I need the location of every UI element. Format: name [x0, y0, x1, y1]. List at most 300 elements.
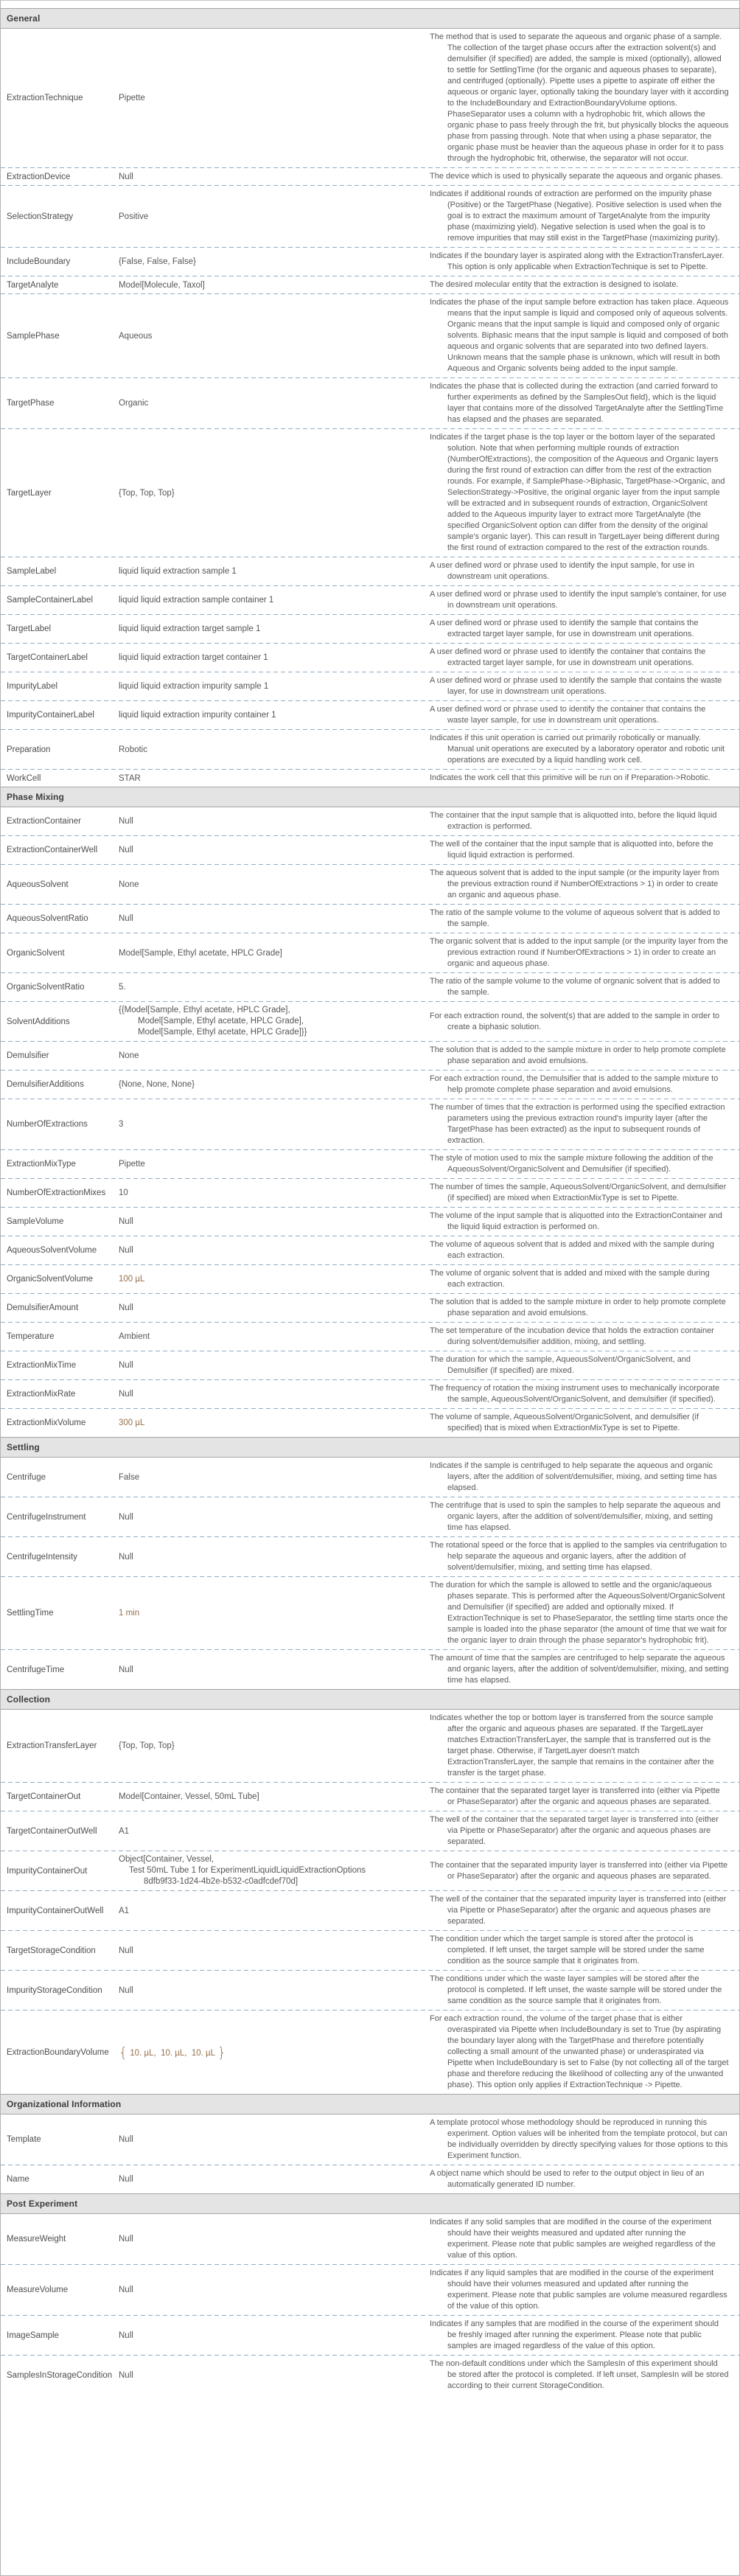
- section-header-phase-mixing: Phase Mixing: [1, 787, 739, 807]
- option-description-text: The ratio of the sample volume to the volume of orgnanic solvent that is added to the sample.: [430, 977, 720, 997]
- option-value-line: Test 50mL Tube 1 for ExperimentLiquidLiquidExtractionOptions: [129, 1866, 366, 1875]
- quantity-value: 100 µL: [119, 1275, 145, 1284]
- option-value: Null: [119, 2330, 133, 2340]
- option-description-text: A user defined word or phrase used to identify the container that contains the extracted target layer sample, for use in downstream unit operations.: [430, 647, 706, 667]
- option-name: SolventAdditions: [7, 1017, 70, 1026]
- option-description-text: The volume of sample, AqueousSolvent/OrganicSolvent, and demulsifier (if specified) that is mixed when ExtractionMixType is set to Pipette.: [430, 1413, 699, 1433]
- section-header-general: General: [1, 8, 739, 29]
- option-value: Null: [119, 1512, 133, 1522]
- option-name: OrganicSolventVolume: [7, 1275, 93, 1284]
- option-row: [1, 1150, 739, 1178]
- option-description: [411, 936, 739, 970]
- option-description-text: Indicates the phase that is collected during the extraction (and carried forward to further experiments as defined by the SamplesOut field), which is the liquid layer that contains more of the dissolved TargetAnalyte after the SettlingTime has elapsed and the phases are separated.: [430, 382, 724, 424]
- option-default-value: [119, 2331, 411, 2340]
- option-row: [1, 1042, 739, 1070]
- option-description: [411, 1153, 739, 1175]
- option-name: Temperature: [7, 1332, 55, 1341]
- option-description: [411, 1540, 739, 1573]
- option-row: [1, 1099, 739, 1149]
- option-default-value: [119, 1332, 411, 1341]
- option-description-text: Indicates if any liquid samples that are modified in the course of the experiment should have their volumes measured and updated after running the experiment. Please note that public samples are volume measured regardless of the value of this option.: [430, 2269, 727, 2311]
- option-value: Null: [119, 817, 133, 826]
- option-description: [411, 1814, 739, 1848]
- option-description-text: The well of the container that the input sample that is aliquotted into, before the liquid liquid extraction is performed.: [430, 840, 713, 860]
- option-default-value: [119, 2044, 411, 2061]
- option-default-value: [119, 983, 411, 992]
- option-default-value: [119, 1665, 411, 1674]
- option-row: [1, 2011, 739, 2094]
- option-row: [1, 1265, 739, 1293]
- option-description: [411, 976, 739, 998]
- option-value: liquid liquid extraction sample container 1: [119, 596, 274, 605]
- option-row: [1, 1294, 739, 1322]
- option-description-text: The organic solvent that is added to the input sample (or the impurity layer from the previous extraction round if NumberOfExtractions > 1) in order to create an organic and aqueous phase.: [430, 937, 728, 968]
- section-header-post-experiment: Post Experiment: [1, 2193, 739, 2214]
- option-default-value: [119, 2371, 411, 2380]
- option-row: [1, 168, 739, 185]
- section-header-settling: Settling: [1, 1437, 739, 1458]
- option-value: Null: [119, 2135, 133, 2144]
- option-description-text: A template protocol whose methodology should be reproduced in running this experiment. Option values will be inherited from the template protocol, but can be individually overridden by directly specifying values for those options to this Experiment function.: [430, 2118, 728, 2160]
- option-value: Null: [119, 1985, 133, 1995]
- option-description-text: The solution that is added to the sample mixture in order to help promote complete phase separation and avoid emulsions.: [430, 1298, 726, 1317]
- option-description-text: The style of motion used to mix the sample mixture following the addition of the AqueousSolvent/OrganicSolvent and Demulsifier (if specified).: [430, 1154, 713, 1174]
- option-row: [1, 1650, 739, 1689]
- option-description: [411, 675, 739, 697]
- option-name: SamplePhase: [7, 331, 60, 341]
- section-header-collection: Collection: [1, 1689, 739, 1710]
- option-value: Null: [119, 1246, 133, 1255]
- option-default-value: [119, 711, 411, 720]
- option-value: liquid liquid extraction target container 1: [119, 653, 268, 662]
- option-name: SampleContainerLabel: [7, 596, 93, 605]
- option-name: TargetLayer: [7, 488, 52, 498]
- option-row: [1, 2356, 739, 2395]
- option-description: [411, 1713, 739, 1779]
- option-value: 5.: [119, 983, 126, 992]
- option-value: Null: [119, 1665, 133, 1674]
- option-name: ImageSample: [7, 2330, 59, 2340]
- option-value: Model[Sample, Ethyl acetate, HPLC Grade]: [119, 948, 282, 958]
- option-name: ExtractionTechnique: [7, 94, 83, 102]
- option-default-value: [119, 173, 411, 181]
- option-row: [1, 2316, 739, 2355]
- option-value: Null: [119, 2175, 133, 2184]
- option-default-value: [119, 1907, 411, 1915]
- option-description: [411, 1461, 739, 1494]
- option-default-value: [119, 1361, 411, 1370]
- option-name: DemulsifierAdditions: [7, 1080, 84, 1089]
- option-name: SamplesInStorageCondition: [7, 2370, 113, 2380]
- option-default-value: [119, 1792, 411, 1801]
- option-row: [1, 836, 739, 864]
- option-description: [411, 773, 739, 784]
- option-description: [411, 1268, 739, 1290]
- option-row: [1, 905, 739, 933]
- option-description-text: A user defined word or phrase used to identify the input sample, for use in downstream unit operations.: [430, 561, 694, 581]
- option-value: {None, None, None}: [119, 1080, 195, 1089]
- option-name: TargetStorageCondition: [7, 1946, 96, 1955]
- option-row: [1, 973, 739, 1001]
- option-row: [1, 672, 739, 700]
- option-row: [1, 1179, 739, 1207]
- option-value: Null: [119, 172, 133, 181]
- option-description: [411, 2117, 739, 2162]
- option-value-line: Model[Sample, Ethyl acetate, HPLC Grade]}}: [138, 1028, 307, 1037]
- option-description: [411, 908, 739, 930]
- quantity-value: 1 min: [119, 1609, 140, 1618]
- option-description-text: The centrifuge that is used to spin the samples to help separate the aqueous and organic layers, after the addition of solvent/demulsifier, mixing, and setting time has elapsed.: [430, 1501, 721, 1532]
- quantity-list: 10. µL, 10. µL, 10. µL: [128, 2048, 217, 2058]
- option-description: [411, 1974, 739, 2007]
- option-description-text: The volume of organic solvent that is added and mixed with the sample during each extraction.: [430, 1269, 710, 1289]
- option-description-text: Indicates if additional rounds of extraction are performed on the impurity phase (Positive) or the TargetPhase (Negative). Positive selection is used when the goal is to extract the maximum amount of TargetAnalyte from the impurity phase (maximizing yield). Negative selection is used when the goal is to remove impurities that may still exist in the TargetPhase (maximizing purity).: [430, 189, 722, 243]
- open-brace: {: [119, 2044, 128, 2061]
- option-value: Positive: [119, 212, 149, 221]
- option-row: [1, 1851, 739, 1890]
- option-value: Organic: [119, 399, 149, 408]
- option-name: SampleLabel: [7, 567, 57, 576]
- option-description-text: A user defined word or phrase used to identify the sample that contains the waste layer, for use in downstream unit operations.: [430, 676, 722, 696]
- option-value: liquid liquid extraction impurity container 1: [119, 711, 276, 720]
- option-default-value: [119, 817, 411, 826]
- option-row: [1, 294, 739, 377]
- option-description: [411, 2319, 739, 2352]
- option-name: ExtractionMixType: [7, 1160, 76, 1169]
- option-row: [1, 29, 739, 167]
- option-default-value: [119, 1120, 411, 1129]
- option-description-text: The container that the separated target layer is transferred into (either via Pipette or PhaseSeparator) after the organic and aqueous phases are separated.: [430, 1786, 720, 1806]
- option-description: [411, 2217, 739, 2261]
- option-description: [411, 251, 739, 273]
- option-description: [411, 2359, 739, 2392]
- option-row: [1, 644, 739, 672]
- option-default-value: [119, 1275, 411, 1284]
- option-value-line: 8dfb9f33-1d24-4b2e-b532-c0adfcdef70d]: [144, 1877, 299, 1886]
- option-name: TargetContainerOut: [7, 1792, 81, 1801]
- option-description: [411, 1073, 739, 1096]
- option-row: [1, 865, 739, 904]
- option-description-text: The number of times the sample, AqueousSolvent/OrganicSolvent, and demulsifier (if specified) are mixed when ExtractionMixType is set to Pipette.: [430, 1183, 727, 1202]
- option-default-value: [119, 1051, 411, 1060]
- option-description: [411, 1860, 739, 1882]
- option-name: ImpurityLabel: [7, 682, 58, 691]
- option-row: [1, 1351, 739, 1379]
- close-brace: }: [217, 2044, 226, 2061]
- option-description-text: The rotational speed or the force that is applied to the samples via centrifugation to help separate the aqueous and organic layers, after the addition of solvent/demulsifier, mixing, and setting time has elapsed.: [430, 1541, 727, 1572]
- option-default-value: [119, 1390, 411, 1399]
- option-description: [411, 839, 739, 861]
- option-name: NumberOfExtractionMixes: [7, 1188, 106, 1197]
- option-default-value: [119, 94, 411, 102]
- option-row: [1, 933, 739, 972]
- option-default-value: [119, 1473, 411, 1482]
- option-description-text: Indicates if the target phase is the top layer or the bottom layer of the separated solution. Note that when performing multiple rounds of extraction (NumberOfExtractions), the composition of the Aqueous and Organic layers during the first round of extraction can differ from the rest of the extraction rounds. For example, if SamplePhase->Biphasic, TargetPhase->Organic, and SelectionStrategy->Positive, the original organic layer from the input sample will be extracted and in subsequent rounds of extraction, OrganicSolvent added to the Aqueous impurity layer to extract more TargetAnalyte (the specified OrganicSolvent option can differ from the density of the original sample's organic layer). This can result in TargetLayer being different during the first round of extraction compared to the rest of the extraction rounds.: [430, 433, 725, 552]
- option-default-value: [119, 1827, 411, 1836]
- option-description-text: Indicates if the boundary layer is aspirated along with the ExtractionTransferLayer. This option is only applicable when ExtractionTechnique is set to Pipette.: [430, 251, 725, 271]
- option-row: [1, 586, 739, 614]
- option-row: [1, 378, 739, 428]
- option-default-value: [119, 1946, 411, 1955]
- option-name: Demulsifier: [7, 1051, 49, 1060]
- option-description-text: The volume of aqueous solvent that is added and mixed with the sample during each extraction.: [430, 1240, 714, 1260]
- option-row: [1, 1497, 739, 1536]
- option-default-value: [119, 880, 411, 889]
- option-name: MeasureVolume: [7, 2286, 69, 2294]
- option-row: [1, 1002, 739, 1041]
- option-default-value: [119, 1217, 411, 1226]
- option-value: Pipette: [119, 1160, 145, 1169]
- option-default-value: [119, 212, 411, 221]
- option-description-text: Indicates the phase of the input sample before extraction has taken place. Aqueous means that the input sample is liquid and composed only of aqueous solvents. Organic means that the input sample is liquid and composed only of organic solvents. Biphasic means that the input sample is liquid and composed of both aqueous and organic solvents that are separated into two defined layers. Unknown means that the sample phase is unknown, which will result in both Aqueous and Organic solvents being added to the input sample.: [430, 298, 729, 373]
- option-value: Null: [119, 2286, 133, 2294]
- option-description: [411, 1383, 739, 1405]
- option-description-text: Indicates the work cell that this primitive will be run on if Preparation->Robotic.: [430, 773, 711, 782]
- option-name: NumberOfExtractions: [7, 1120, 88, 1129]
- option-name: OrganicSolventRatio: [7, 983, 85, 992]
- option-value: liquid liquid extraction impurity sample 1: [119, 682, 269, 691]
- option-default-value: [119, 653, 411, 662]
- option-default-value: [119, 2235, 411, 2243]
- option-description: [411, 1653, 739, 1686]
- option-default-value: [119, 1986, 411, 1995]
- option-row: [1, 2114, 739, 2165]
- option-description-text: Indicates if any samples that are modified in the course of the experiment should be freshly imaged after running the experiment. Please note that public samples are imaged regardless of the value of this option.: [430, 2319, 719, 2350]
- option-value-line: {{Model[Sample, Ethyl acetate, HPLC Grade],: [119, 1006, 290, 1014]
- option-row: [1, 429, 739, 557]
- option-description: [411, 1011, 739, 1033]
- option-name: SampleVolume: [7, 1217, 64, 1226]
- option-description-text: For each extraction round, the solvent(s) that are added to the sample in order to create a biphasic solution.: [430, 1011, 720, 1031]
- option-description-text: The amount of time that the samples are centrifuged to help separate the aqueous and organic layers, after the addition of solvent/demulsifier, mixing, and setting time has elapsed.: [430, 1654, 729, 1685]
- option-description-text: The well of the container that the separated impurity layer is transferred into (either via Pipette or PhaseSeparator) after the organic and aqueous phases are separated.: [430, 1895, 727, 1926]
- option-row: [1, 770, 739, 787]
- option-default-value: [119, 745, 411, 754]
- option-value: 10: [119, 1188, 128, 1197]
- option-row: [1, 701, 739, 729]
- option-name: ImpurityContainerLabel: [7, 711, 94, 720]
- option-description: [411, 1239, 739, 1261]
- option-description-text: The non-default conditions under which the SamplesIn of this experiment should be stored after the protocol is completed. If left unset, SamplesIn will be stored according to their current StorageCondition.: [430, 2359, 729, 2390]
- option-name: Name: [7, 2175, 29, 2184]
- option-row: [1, 1971, 739, 2010]
- option-name: ImpurityStorageCondition: [7, 1985, 102, 1995]
- option-value: Ambient: [119, 1332, 150, 1341]
- option-description-text: Indicates if the sample is centrifuged to help separate the aqueous and organic layers, after the addition of solvent/demulsifier, mixing, and setting time has elapsed.: [430, 1461, 717, 1492]
- option-description: [411, 868, 739, 901]
- option-default-value: [119, 332, 411, 341]
- option-row: [1, 2265, 739, 2315]
- option-value: liquid liquid extraction sample 1: [119, 567, 237, 576]
- option-name: IncludeBoundary: [7, 257, 71, 266]
- option-row: [1, 807, 739, 835]
- option-row: [1, 1458, 739, 1497]
- option-description: [411, 1934, 739, 1967]
- option-value: STAR: [119, 773, 141, 783]
- option-value: A1: [119, 1826, 130, 1836]
- option-value: None: [119, 1051, 139, 1060]
- options-table-body: [1, 8, 739, 2395]
- option-value: A1: [119, 1906, 130, 1915]
- option-name: Preparation: [7, 745, 51, 754]
- option-default-value: [119, 489, 411, 498]
- option-description-text: A user defined word or phrase used to identify the input sample's container, for use in downstream unit operations.: [430, 590, 727, 610]
- option-description: [411, 1045, 739, 1067]
- option-row: [1, 1208, 739, 1236]
- option-description-text: For each extraction round, the volume of the target phase that is either overaspirated via Pipette when IncludeBoundary is set to True (by aspirating the boundary layer along with the TargetPhase and therefore potentially collecting a small amount of the unwanted phase) or underaspirated via Pipette when IncludeBoundary is set to False (by not collecting all of the target phase and therefore reducing the likelihood of collecting any of the unwanted phase). This option only applies if ExtractionTechnique -> Pipette.: [430, 2014, 729, 2089]
- option-name: WorkCell: [7, 773, 41, 783]
- option-name: CentrifugeInstrument: [7, 1512, 86, 1522]
- option-name: MeasureWeight: [7, 2235, 66, 2243]
- option-default-value: [119, 1080, 411, 1089]
- option-row: [1, 2214, 739, 2264]
- option-description: [411, 2168, 739, 2190]
- option-row: [1, 1891, 739, 1930]
- option-description: [411, 733, 739, 766]
- option-value: liquid liquid extraction target sample 1: [119, 624, 261, 633]
- option-row: [1, 615, 739, 643]
- option-description: [411, 1297, 739, 1319]
- option-description-text: The condition under which the target sample is stored after the protocol is completed. If left unset, the target sample will be stored under the same condition as the source sample that it originates from.: [430, 1935, 705, 1966]
- option-default-value: [119, 257, 411, 266]
- option-value: Null: [119, 1946, 133, 1955]
- option-value: 3: [119, 1120, 124, 1129]
- option-description: [411, 171, 739, 182]
- option-name: TargetContainerLabel: [7, 653, 88, 662]
- option-description-text: The method that is used to separate the aqueous and organic phase of a sample. The collection of the target phase occurs after the extraction solvent(s) and demulsifier (if specified) are added, the sample is mixed (optionally), allowed to settle for SettlingTime (for the organic and aqueous phases to separate), and centrifuged (optionally). Pipette uses a pipette to aspirate off either the aqueous or organic layer, optionally taking the boundary layer with it according to the IncludeBoundary and ExtractionBoundaryVolume options. PhaseSeparator uses a column with a hydrophobic frit, which allows the organic phase to pass freely through the frit, but physically blocks the aqueous phase from passing through. Note that when using a phase separator, the organic phase must be heavier than the aqueous phase in order for it to pass through the hydrophobic frit, otherwise, the separator will not occur.: [430, 32, 729, 163]
- option-description: [411, 2268, 739, 2312]
- option-value-line: Object[Container, Vessel,: [119, 1855, 214, 1864]
- option-description: [411, 589, 739, 611]
- option-default-value: [119, 2175, 411, 2184]
- option-description: [411, 1580, 739, 1646]
- option-description-text: The frequency of rotation the mixing instrument uses to mechanically incorporate the sample, AqueousSolvent/OrganicSolvent, and demulsifier (if specified).: [430, 1384, 720, 1404]
- option-description: [411, 1211, 739, 1233]
- option-description: [411, 381, 739, 425]
- option-row: [1, 1577, 739, 1649]
- option-row: [1, 1783, 739, 1811]
- option-default-value: [119, 2135, 411, 2144]
- option-default-value: [119, 1418, 411, 1427]
- option-row: [1, 1323, 739, 1351]
- option-description-text: The conditions under which the waste layer samples will be stored after the protocol is completed. If left unset, the waste sample will be stored under the same condition as the source sample that it originates from.: [430, 1974, 722, 2005]
- option-default-value: [119, 1246, 411, 1255]
- option-name: DemulsifierAmount: [7, 1303, 79, 1312]
- option-row: [1, 2165, 739, 2193]
- option-row: [1, 730, 739, 769]
- option-name: AqueousSolventRatio: [7, 914, 88, 923]
- option-value: None: [119, 880, 139, 889]
- option-name: ExtractionMixTime: [7, 1361, 77, 1370]
- option-name: AqueousSolvent: [7, 880, 69, 889]
- option-value: Null: [119, 1390, 133, 1399]
- option-description-text: A user defined word or phrase used to identify the container that contains the waste layer sample, for use in downstream unit operations.: [430, 705, 706, 725]
- option-default-value: [119, 1005, 411, 1038]
- option-value: Null: [119, 914, 133, 923]
- option-row: [1, 1931, 739, 1970]
- option-name: SelectionStrategy: [7, 212, 74, 221]
- option-description: [411, 32, 739, 164]
- option-description-text: The desired molecular entity that the extraction is designed to isolate.: [430, 280, 679, 289]
- option-description: [411, 1500, 739, 1534]
- option-description: [411, 1894, 739, 1927]
- option-description-text: The well of the container that the separated target layer is transferred into (either via Pipette or PhaseSeparator) after the organic and aqueous phases are separated.: [430, 1815, 719, 1846]
- option-description-text: The container that the input sample that is aliquotted into, before the liquid liquid extraction is performed.: [430, 811, 717, 831]
- option-name: OrganicSolvent: [7, 948, 65, 958]
- option-name: Template: [7, 2135, 41, 2144]
- option-description-text: A object name which should be used to refer to the output object in lieu of an automatically generated ID number.: [430, 2169, 705, 2189]
- option-description-text: A user defined word or phrase used to identify the sample that contains the extracted target layer sample, for use in downstream unit operations.: [430, 619, 699, 638]
- section-header-organizational-information: Organizational Information: [1, 2094, 739, 2114]
- option-default-value: [119, 596, 411, 605]
- option-description: [411, 432, 739, 554]
- option-default-value: [119, 281, 411, 290]
- option-description: [411, 297, 739, 375]
- option-default-value: [119, 1854, 411, 1887]
- option-value: {False, False, False}: [119, 257, 196, 266]
- option-row: [1, 1537, 739, 1576]
- option-default-value: [119, 846, 411, 854]
- option-name: SettlingTime: [7, 1609, 54, 1618]
- option-row: [1, 248, 739, 276]
- option-value: {Top, Top, Top}: [119, 1741, 175, 1750]
- option-default-value: [119, 399, 411, 408]
- option-name: CentrifugeIntensity: [7, 1552, 77, 1562]
- option-default-value: [119, 1303, 411, 1312]
- option-value: Robotic: [119, 745, 147, 754]
- option-description-text: The volume of the input sample that is aliquotted into the ExtractionContainer and the liquid liquid extraction is performed on.: [430, 1211, 722, 1231]
- option-name: ExtractionBoundaryVolume: [7, 2047, 109, 2057]
- option-value: Pipette: [119, 94, 145, 102]
- option-name: ExtractionTransferLayer: [7, 1741, 97, 1750]
- option-row: [1, 1380, 739, 1408]
- option-row: [1, 1236, 739, 1264]
- option-name: AqueousSolventVolume: [7, 1246, 97, 1255]
- option-description-text: The device which is used to physically separate the aqueous and organic phases.: [430, 172, 723, 181]
- option-name: Centrifuge: [7, 1472, 46, 1482]
- option-value: Null: [119, 1303, 133, 1312]
- option-description: [411, 189, 739, 244]
- option-value: Null: [119, 1217, 133, 1226]
- option-default-value: [119, 914, 411, 923]
- option-value: Null: [119, 1361, 133, 1370]
- option-default-value: [119, 1553, 411, 1562]
- option-default-value: [119, 1609, 411, 1618]
- option-value: Aqueous: [119, 331, 153, 341]
- option-description-text: The duration for which the sample is allowed to settle and the organic/aqueous phases separate. This is performed after the AqueousSolvent/OrganicSolvent and Demulsifier (if specified) are added and optionally mixed. If ExtractionTechnique is set to PhaseSeparator, the settling time starts once the sample is loaded into the phase separator (the amount of time that we wait for the organic layer to drain through the phase separator's hydrophobic frit).: [430, 1581, 728, 1645]
- option-value: Null: [119, 1552, 133, 1562]
- option-value: Model[Molecule, Taxol]: [119, 280, 205, 290]
- option-default-value: [119, 2286, 411, 2294]
- option-value: Null: [119, 846, 133, 854]
- option-description-text: The duration for which the sample, AqueousSolvent/OrganicSolvent, and Demulsifier (if specified) are mixed.: [430, 1355, 691, 1375]
- option-row: [1, 1071, 739, 1099]
- option-default-value: [119, 682, 411, 691]
- option-default-value: [119, 774, 411, 783]
- option-name: TargetPhase: [7, 399, 55, 408]
- option-description: [411, 1786, 739, 1808]
- option-description: [411, 1354, 739, 1376]
- option-description-text: Indicates if any solid samples that are modified in the course of the experiment should have their weights measured and updated after running the experiment. Please note that public samples are weighed regardless of the value of this option.: [430, 2218, 716, 2260]
- option-default-value: [119, 624, 411, 633]
- option-description-text: For each extraction round, the Demulsifier that is added to the sample mixture to help promote complete phase separation and avoid emulsions.: [430, 1074, 719, 1094]
- option-description-text: The ratio of the sample volume to the volume of aqueous solvent that is added to the sample.: [430, 908, 720, 928]
- option-default-value: [119, 949, 411, 958]
- option-description: [411, 704, 739, 726]
- option-default-value: [119, 1160, 411, 1169]
- option-default-value: [119, 1741, 411, 1750]
- option-row: [1, 1811, 739, 1851]
